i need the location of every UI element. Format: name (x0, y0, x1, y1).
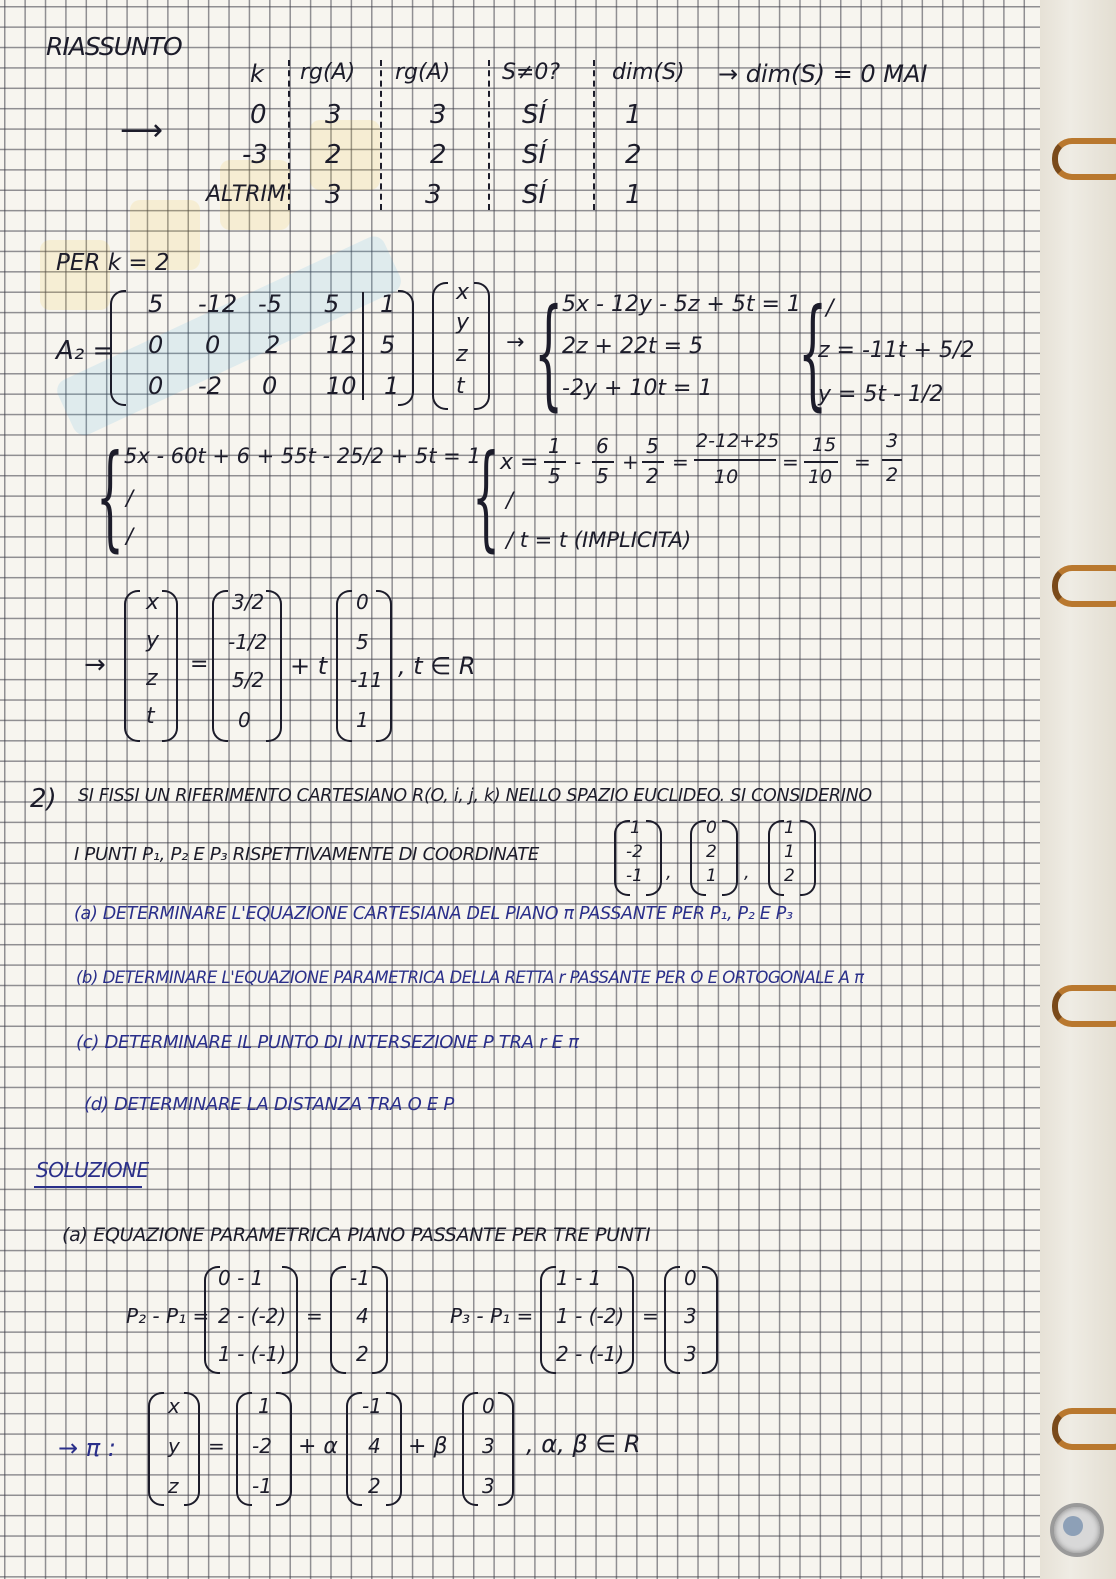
fraction-numerator: 15 (812, 434, 837, 456)
vector-entry: 1 (706, 866, 717, 886)
table-cell: 2 (430, 140, 447, 170)
system-brace: { (798, 282, 828, 423)
vector-bracket-right (474, 282, 490, 410)
vector-entry: 3 (684, 1304, 697, 1328)
case-heading: PER k = 2 (56, 250, 170, 276)
fraction-bar (544, 461, 566, 463)
table-cell: SÍ (522, 140, 547, 170)
fraction-denominator: 10 (714, 466, 739, 488)
system-equation: / t = t (IMPLICITA) (506, 528, 692, 552)
corner-button-icon[interactable] (1050, 1503, 1104, 1557)
plus-beta: + β (408, 1434, 448, 1459)
vector-bracket-left (236, 1392, 252, 1506)
system-brace: { (96, 432, 124, 565)
system-equation: / (506, 488, 514, 512)
vector-entry: 3 (482, 1434, 495, 1458)
system-equation: / (826, 296, 834, 321)
parameter-domain: , t ∈ R (398, 652, 476, 680)
solution-title: SOLUZIONE (36, 1158, 149, 1182)
vector-entry: 0 (356, 590, 369, 614)
vector-entry: x (146, 590, 160, 615)
vector-entry: z (146, 666, 158, 691)
plus-alpha: + α (298, 1434, 338, 1459)
table-cell: 0 (250, 100, 267, 130)
table-cell: 3 (425, 180, 442, 210)
comma: , (666, 862, 672, 883)
vector-entry: 4 (356, 1304, 369, 1328)
system-brace: { (472, 432, 500, 565)
vector-bracket-right (498, 1392, 514, 1506)
system-brace: { (534, 282, 564, 423)
fraction-bar (592, 461, 614, 463)
table-header-rank-a: rg(A) (300, 60, 356, 85)
vector-bracket-left (330, 1266, 346, 1374)
exercise-part-a: (a) DETERMINARE L'EQUAZIONE CARTESIANA DEL PIANO π PASSANTE PER P₁, P₂ E P₃ (74, 904, 793, 924)
exercise-part-b: (b) DETERMINARE L'EQUAZIONE PARAMETRICA DELLA RETTA r PASSANTE PER O E ORTOGONALE A π (76, 968, 864, 987)
system-equation: 5x - 12y - 5z + 5t = 1 (562, 292, 801, 317)
matrix-cell: 1 (384, 372, 400, 400)
vector-bracket-left (462, 1392, 478, 1506)
vector-entry: t (146, 704, 155, 729)
table-cell: SÍ (522, 180, 547, 210)
vector-entry: 3 (482, 1474, 495, 1498)
arrow-icon: → (84, 650, 106, 680)
fraction-bar (694, 459, 776, 461)
fraction-denominator: 5 (596, 464, 609, 488)
vector-entry: 0 (706, 818, 717, 838)
vector-bracket-left (148, 1392, 164, 1506)
vector-entry: -1 (350, 1266, 370, 1290)
vector-entry: -1 (252, 1474, 272, 1498)
vector-bracket-right (266, 590, 282, 742)
vector-entry: x (168, 1394, 180, 1418)
matrix-bracket-right (398, 290, 414, 406)
binder-ring-icon (1052, 565, 1116, 607)
table-cell: SÍ (522, 100, 547, 130)
matrix-bracket-left (110, 290, 126, 406)
vector-entry: 2 - (-2) (218, 1304, 287, 1328)
equals-sign: = (306, 1304, 323, 1328)
solution-underline (34, 1186, 142, 1188)
vector-bracket-right (702, 1266, 718, 1374)
exercise-number: 2) (30, 784, 57, 814)
fraction-denominator: 10 (808, 466, 833, 488)
table-cell: 1 (625, 180, 642, 210)
vector-entry: t (456, 374, 465, 399)
vector-entry: y (456, 310, 470, 335)
fraction-bar (642, 461, 664, 463)
operator: = (854, 450, 871, 474)
table-divider (288, 60, 290, 210)
fraction-numerator: 5 (646, 434, 659, 458)
arrow-icon: ⟶ (120, 113, 164, 148)
system-equation: / (126, 524, 134, 548)
vector-bracket-right (646, 820, 662, 896)
table-cell: ALTRIM (206, 182, 287, 207)
system-equation: 5x - 60t + 6 + 55t - 25/2 + 5t = 1 (124, 444, 481, 468)
table-cell: 3 (325, 100, 342, 130)
solution-part-a-title: (a) EQUAZIONE PARAMETRICA PIANO PASSANTE PER TRE PUNTI (62, 1224, 651, 1246)
table-header-solvable: S≠0? (502, 60, 561, 85)
operator: = (672, 450, 689, 474)
vector-entry: 0 (684, 1266, 697, 1290)
vector-bracket-right (372, 1266, 388, 1374)
exercise-text: SI FISSI UN RIFERIMENTO CARTESIANO R(O, i, j, k) NELLO SPAZIO EUCLIDEO. SI CONSIDERINO (78, 786, 872, 806)
vector-entry: -2 (252, 1434, 272, 1458)
vector-entry: 0 (482, 1394, 495, 1418)
vector-bracket-left (664, 1266, 680, 1374)
matrix-cell: 0 (262, 372, 278, 400)
operator: - (574, 450, 582, 474)
table-cell: 3 (430, 100, 447, 130)
matrix-cell: 10 (326, 372, 357, 400)
comma: , (744, 862, 750, 883)
vector-bracket-left (124, 590, 140, 742)
vector-entry: 3/2 (232, 590, 265, 614)
system-equation: -2y + 10t = 1 (562, 376, 713, 401)
vector-bracket-left (768, 820, 784, 896)
matrix-cell: 0 (205, 331, 221, 359)
vector-entry: 1 - (-1) (218, 1342, 287, 1366)
fraction-bar (882, 459, 902, 461)
operator: + (622, 450, 639, 474)
exercise-part-d: (d) DETERMINARE LA DISTANZA TRA O E P (84, 1094, 454, 1115)
fraction-denominator: 5 (548, 464, 561, 488)
vector-bracket-left (346, 1392, 362, 1506)
matrix-label: A₂ = (56, 336, 115, 366)
vector-bracket-right (376, 590, 392, 742)
table-cell: 1 (625, 100, 642, 130)
vector-entry: 2 - (-1) (556, 1342, 625, 1366)
matrix-cell: 5 (148, 290, 164, 318)
table-header-rank-complete: rg(A) (395, 60, 451, 85)
vector-bracket-left (432, 282, 448, 410)
vector-bracket-left (690, 820, 706, 896)
vector-bracket-right (722, 820, 738, 896)
vector-bracket-right (800, 820, 816, 896)
vector-bracket-right (184, 1392, 200, 1506)
equals-sign: = (190, 652, 209, 677)
operator: = (782, 450, 799, 474)
vector-entry: -1 (626, 866, 643, 886)
system-equation: 2z + 22t = 5 (562, 334, 704, 359)
vector-entry: 2 (784, 866, 795, 886)
matrix-cell: 0 (148, 372, 164, 400)
augmented-divider (362, 292, 364, 400)
fraction-numerator: 3 (886, 430, 899, 452)
table-divider (488, 60, 490, 210)
vector-entry: y (168, 1434, 180, 1458)
fraction-denominator: 2 (646, 464, 659, 488)
vector-entry: -1 (362, 1394, 382, 1418)
vector-entry: 4 (368, 1434, 381, 1458)
vector-entry: -2 (626, 842, 643, 862)
vector-bracket-right (386, 1392, 402, 1506)
matrix-cell: 2 (265, 331, 281, 359)
vector-entry: 2 (368, 1474, 381, 1498)
matrix-cell: 0 (148, 331, 164, 359)
table-divider (593, 60, 595, 210)
vector-entry: 1 (356, 708, 369, 732)
vector-bracket-left (212, 590, 228, 742)
vector-entry: 2 (356, 1342, 369, 1366)
fraction-bar (804, 461, 838, 463)
plane-label: → π : (58, 1434, 116, 1462)
fraction-numerator: 6 (596, 434, 609, 458)
plus-t: + t (290, 652, 328, 680)
table-note: → dim(S) = 0 MAI (718, 60, 928, 88)
vector-entry: -1/2 (228, 630, 268, 654)
vector-entry: 3 (684, 1342, 697, 1366)
vector-entry: 0 (238, 708, 251, 732)
exercise-part-c: (c) DETERMINARE IL PUNTO DI INTERSEZIONE P TRA r E π (76, 1032, 579, 1053)
table-header-k: k (250, 60, 264, 88)
vector-label: P₂ - P₁ = (126, 1304, 210, 1328)
matrix-cell: 1 (380, 290, 396, 318)
matrix-cell: 5 (324, 290, 340, 318)
x-solution-lhs: x = (500, 450, 539, 475)
fraction-numerator: 2-12+25 (696, 430, 780, 452)
matrix-cell: 12 (326, 331, 357, 359)
matrix-cell: -5 (258, 290, 282, 318)
equals-sign: = (208, 1434, 225, 1458)
vector-entry: 1 (784, 818, 795, 838)
parameter-domain: , α, β ∈ R (526, 1430, 641, 1458)
matrix-cell: -2 (198, 372, 222, 400)
fraction-numerator: 1 (548, 434, 561, 458)
vector-entry: 2 (706, 842, 717, 862)
vector-entry: z (168, 1474, 179, 1498)
equals-sign: = (642, 1304, 659, 1328)
vector-entry: 1 - (-2) (556, 1304, 625, 1328)
table-cell: 2 (325, 140, 342, 170)
system-equation: z = -11t + 5/2 (818, 338, 975, 363)
fraction-denominator: 2 (886, 464, 899, 486)
vector-label: P₃ - P₁ = (450, 1304, 534, 1328)
vector-entry: 1 (258, 1394, 271, 1418)
vector-bracket-right (162, 590, 178, 742)
vector-entry: -11 (350, 668, 383, 692)
vector-entry: z (456, 342, 468, 367)
vector-entry: 1 (784, 842, 795, 862)
exercise-text: I PUNTI P₁, P₂ E P₃ RISPETTIVAMENTE DI COORDINATE (74, 844, 539, 865)
table-cell: 3 (325, 180, 342, 210)
vector-entry: 1 - 1 (556, 1266, 602, 1290)
table-header-dim: dim(S) (612, 60, 685, 85)
table-cell: -3 (242, 140, 268, 170)
vector-bracket-right (276, 1392, 292, 1506)
section-heading: RIASSUNTO (46, 32, 182, 61)
system-equation: / (126, 486, 134, 510)
vector-entry: y (146, 628, 160, 653)
binder-margin (1040, 0, 1116, 1579)
vector-entry: x (456, 280, 470, 305)
matrix-cell: 5 (380, 331, 396, 359)
vector-bracket-left (336, 590, 352, 742)
vector-entry: 5/2 (232, 668, 265, 692)
table-divider (380, 60, 382, 210)
vector-bracket-left (540, 1266, 556, 1374)
vector-entry: 5 (356, 630, 369, 654)
vector-entry: 0 - 1 (218, 1266, 264, 1290)
vector-entry: 1 (630, 818, 641, 838)
binder-ring-icon (1052, 1408, 1116, 1450)
binder-ring-icon (1052, 985, 1116, 1027)
table-cell: 2 (625, 140, 642, 170)
binder-ring-icon (1052, 138, 1116, 180)
arrow-icon: → (506, 330, 525, 355)
system-equation: y = 5t - 1/2 (818, 382, 944, 407)
matrix-cell: -12 (198, 290, 238, 318)
